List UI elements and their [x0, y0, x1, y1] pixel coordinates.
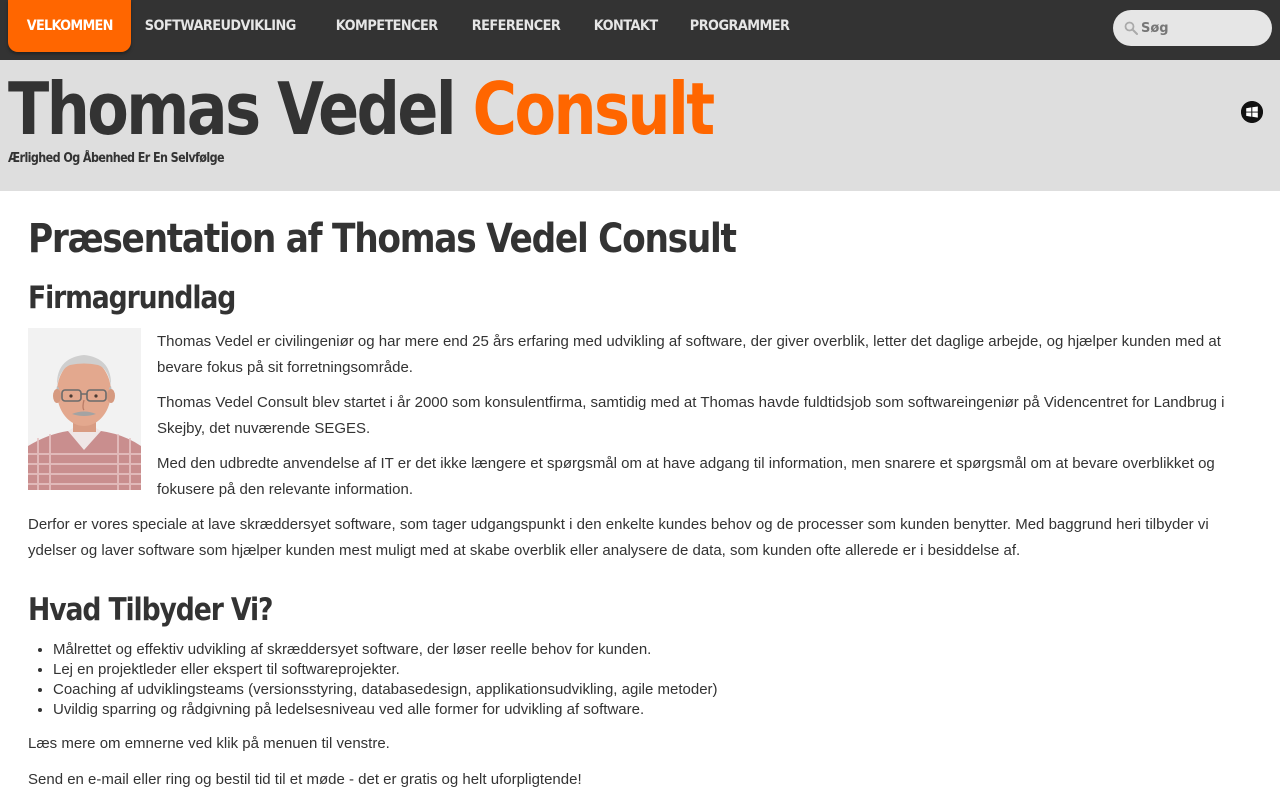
offer-list	[53, 640, 1233, 720]
list-item: • Målrettet og effektiv udvikling af skræddersyet software, der løser reelle behov for kunden.	[53, 640, 1233, 660]
intro-paragraph-2: Thomas Vedel Consult blev startet i år 2000 som konsulentfirma, samtidig med at Thomas havde fuldtidsjob som softwareingeniør på Videncentret for Landbrug i Skejby, det nuværende SEGES.	[157, 394, 1225, 437]
nav-item-velkommen[interactable]	[8, 0, 131, 52]
site-tagline: Ærlighed Og Åbenhed Er En Selvfølge	[8, 151, 224, 166]
list-item: • Uvildig sparring og rådgivning på ledelsesniveau ved alle former for udvikling af software.	[53, 700, 1233, 720]
search-icon	[1124, 21, 1138, 35]
top-navbar	[0, 0, 1280, 60]
site-title-main: Thomas Vedel	[8, 67, 455, 151]
site-header	[0, 60, 1280, 191]
nav-item-kompetencer[interactable]: KOMPETENCER	[335, 18, 438, 34]
search-box[interactable]	[1113, 10, 1272, 46]
search-input[interactable]	[1141, 10, 1266, 46]
page-title: Præsentation af Thomas Vedel Consult	[28, 216, 736, 262]
intro-paragraph-1: Thomas Vedel er civilingeniør og har mere end 25 års erfaring med udvikling af software, der giver overblik, letter det daglige arbejde, og hjælper kunden med at bevare fokus på sit forretningsområde.	[157, 333, 1221, 376]
main-menu	[8, 0, 810, 52]
nav-item-label: VELKOMMEN	[26, 18, 113, 34]
list-item: • Coaching af udviklingsteams (versionsstyring, databasedesign, applikationsudvikling, agile metoder)	[53, 680, 1233, 700]
section-title-hvad-tilbyder-vi: Hvad Tilbyder Vi?	[28, 592, 273, 628]
intro-paragraph-3: Med den udbredte anvendelse af IT er det ikke længere et spørgsmål om at have adgang til information, men snarere et spørgsmål om at bevare overblikket og fokusere på den relevante information.	[157, 455, 1215, 498]
contact-cta-text: Send en e-mail eller ring og bestil tid til et møde - det er gratis og helt uforpligtende!	[28, 771, 582, 788]
nav-item-softwareudvikling[interactable]: SOFTWAREUDVIKLING	[145, 18, 297, 34]
list-item: • Lej en projektleder eller ekspert til softwareprojekter.	[53, 660, 1233, 680]
portrait-photo	[28, 328, 141, 490]
more-info-text: Læs mere om emnerne ved klik på menuen til venstre.	[28, 735, 390, 752]
nav-item-kontakt[interactable]: KONTAKT	[594, 18, 659, 34]
site-title[interactable]	[8, 66, 713, 152]
nav-item-programmer[interactable]: PROGRAMMER	[689, 18, 790, 34]
site-title-accent: Consult	[472, 67, 713, 151]
windows-icon[interactable]	[1241, 101, 1263, 123]
intro-paragraph-4: Derfor er vores speciale at lave skræddersyet software, som tager udgangspunkt i den enkelte kundes behov og de processer som kunden benytter. Med baggrund heri tilbyder vi ydelser og laver software som hjælper kunden mest muligt med at skabe overblik eller analysere de data, som kunden ofte allerede er i besiddelse af.	[28, 516, 1209, 559]
nav-item-referencer[interactable]: REFERENCER	[472, 18, 561, 34]
section-title-firmagrundlag: Firmagrundlag	[28, 280, 236, 316]
portrait-image	[28, 328, 141, 490]
